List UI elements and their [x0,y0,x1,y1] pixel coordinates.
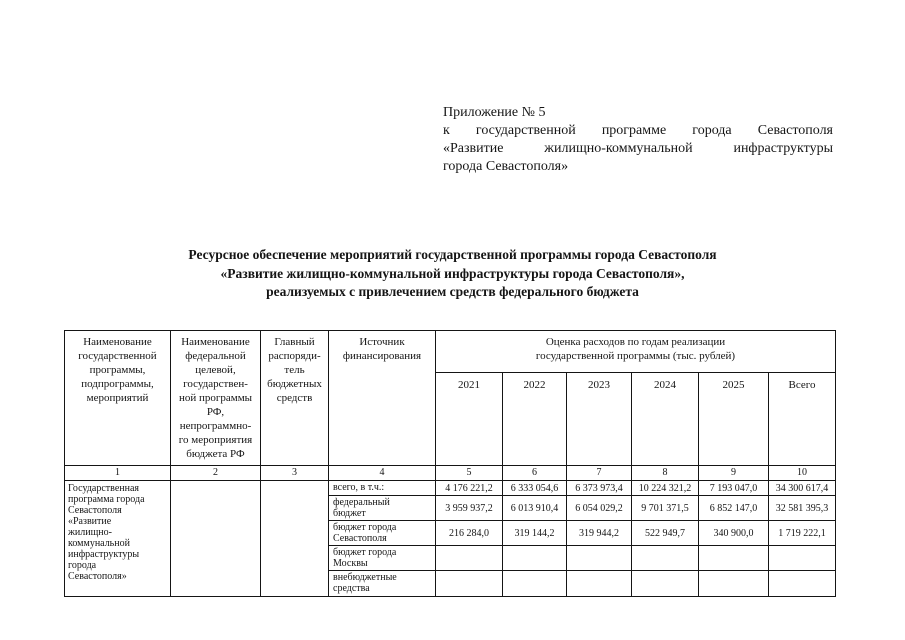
header-total: Всего [769,373,836,466]
value-cell: 3 959 937,2 [436,496,503,521]
appendix-line-3: «Развитие жилищно-коммунальной инфраструктуры [443,141,833,156]
title-line-2: «Развитие жилищно-коммунальной инфраструктуры города Севастополя», [220,265,685,281]
table-row-total [65,481,836,496]
funding-source-cell: внебюджетные средства [329,571,436,597]
title-line-3: реализуемых с привлечением средств федерального бюджета [266,284,639,299]
value-cell: 319 144,2 [503,521,567,546]
column-number: 5 [436,466,503,481]
header-year: 2022 [503,373,567,466]
funding-source-cell: всего, в т.ч.: [329,481,436,496]
funding-source-cell: федеральный бюджет [329,496,436,521]
value-cell-empty [769,571,836,597]
header-row [65,331,836,373]
appendix-line-4: города Севастополя» [443,159,569,174]
header-year: 2021 [436,373,503,466]
column-number: 4 [329,466,436,481]
value-cell: 319 944,2 [567,521,632,546]
program-name-cell: Государственная программа города Севастополя «Развитие жилищно- коммунальной инфраструктуры города Севастополя» [65,481,171,597]
value-cell-empty [436,571,503,597]
value-cell: 6 852 147,0 [699,496,769,521]
appendix-block [443,104,833,176]
value-cell-empty [769,546,836,571]
column-number-row [65,466,836,481]
value-cell-empty [567,571,632,597]
federal-program-cell-empty [171,481,261,597]
value-cell-empty [503,546,567,571]
value-cell: 6 054 029,2 [567,496,632,521]
appendix-number: Приложение № 5 [443,105,546,120]
value-cell: 216 284,0 [436,521,503,546]
column-number: 8 [632,466,699,481]
value-cell: 6 373 973,4 [567,481,632,496]
value-cell: 10 224 321,2 [632,481,699,496]
value-cell-empty [699,546,769,571]
title-line-1: Ресурсное обеспечение мероприятий государственной программы города Севастополя [188,247,717,262]
budget-manager-cell-empty [261,481,329,597]
header-federal-program: Наименование федеральной целевой, государствен- ной программы РФ, непрограммно- го мероприятия бюджета РФ [171,331,261,466]
document-title [0,246,905,302]
column-number: 1 [65,466,171,481]
value-cell-empty [503,571,567,597]
value-cell-empty [632,546,699,571]
value-cell: 522 949,7 [632,521,699,546]
column-number: 7 [567,466,632,481]
header-funding-source: Источник финансирования [329,331,436,466]
funding-source-cell: бюджет города Москвы [329,546,436,571]
value-cell: 340 900,0 [699,521,769,546]
column-number: 3 [261,466,329,481]
value-cell: 4 176 221,2 [436,481,503,496]
header-year: 2025 [699,373,769,466]
header-year: 2024 [632,373,699,466]
appendix-line-2: к государственной программе города Севастополя [443,123,833,138]
value-cell-empty [567,546,632,571]
value-cell-total: 32 581 395,3 [769,496,836,521]
resource-table [64,330,836,597]
value-cell-total: 34 300 617,4 [769,481,836,496]
column-number: 6 [503,466,567,481]
value-cell-total: 1 719 222,1 [769,521,836,546]
column-number: 10 [769,466,836,481]
value-cell: 9 701 371,5 [632,496,699,521]
column-number: 2 [171,466,261,481]
value-cell-empty [632,571,699,597]
header-budget-manager: Главный распоряди- тель бюджетных средств [261,331,329,466]
value-cell: 6 333 054,6 [503,481,567,496]
header-program-name: Наименование государственной программы, подпрограммы, мероприятий [65,331,171,466]
column-number: 9 [699,466,769,481]
value-cell-empty [699,571,769,597]
header-year: 2023 [567,373,632,466]
value-cell: 6 013 910,4 [503,496,567,521]
funding-source-cell: бюджет города Севастополя [329,521,436,546]
value-cell: 7 193 047,0 [699,481,769,496]
header-expense-estimate: Оценка расходов по годам реализации государственной программы (тыс. рублей) [436,331,836,373]
value-cell-empty [436,546,503,571]
